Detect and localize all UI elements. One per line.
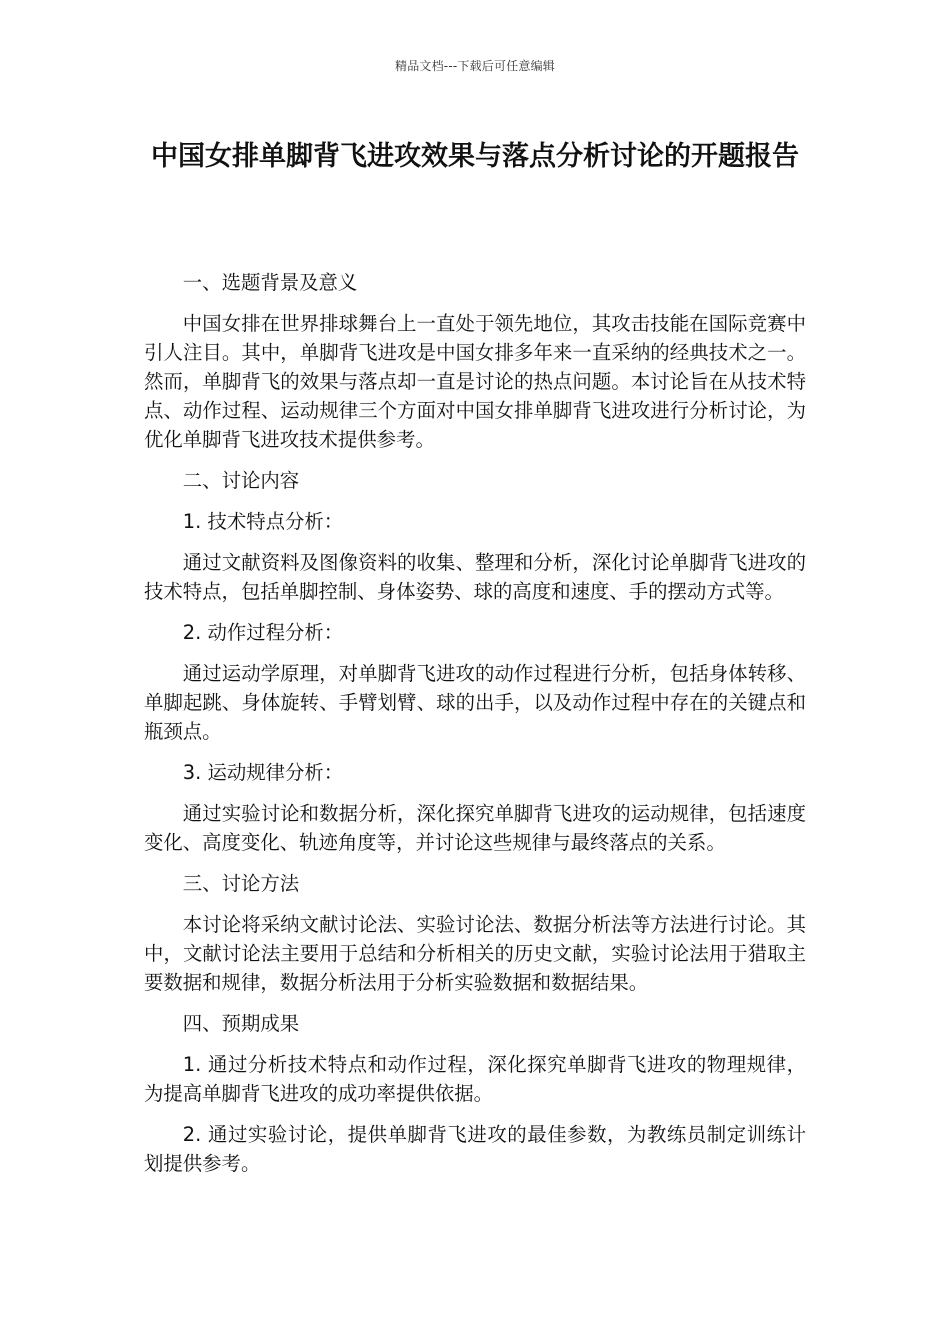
paragraph-result-1: 1. 通过分析技术特点和动作过程，深化探究单脚背飞进攻的物理规律，为提高单脚背飞进攻的成功率提供依据。 [144, 1053, 806, 1105]
subheading-technical-features: 1. 技术特点分析： [182, 510, 344, 533]
document-body [144, 268, 806, 1190]
header-note: 精品文档---下载后可任意编辑 [395, 59, 555, 73]
paragraph-technical-features: 通过文献资料及图像资料的收集、整理和分析，深化讨论单脚背飞进攻的技术特点，包括单脚控制、身体姿势、球的高度和速度、手的摆动方式等。 [144, 551, 806, 603]
paragraph-motion-process: 通过运动学原理，对单脚背飞进攻的动作过程进行分析，包括身体转移、单脚起跳、身体旋转、手臂划臂、球的出手，以及动作过程中存在的关键点和瓶颈点。 [144, 662, 806, 743]
paragraph-result-2: 2. 通过实验讨论，提供单脚背飞进攻的最佳参数，为教练员制定训练计划提供参考。 [144, 1123, 806, 1175]
paragraph-motion-laws: 通过实验讨论和数据分析，深化探究单脚背飞进攻的运动规律，包括速度变化、高度变化、轨迹角度等，并讨论这些规律与最终落点的关系。 [144, 802, 806, 854]
section-heading-methods: 三、讨论方法 [182, 872, 300, 895]
section-heading-content: 二、讨论内容 [182, 469, 300, 492]
subheading-motion-laws: 3. 运动规律分析： [182, 761, 344, 784]
document-title: 中国女排单脚背飞进攻效果与落点分析讨论的开题报告 [151, 141, 799, 172]
paragraph-methods: 本讨论将采纳文献讨论法、实验讨论法、数据分析法等方法进行讨论。其中，文献讨论法主要用于总结和分析相关的历史文献，实验讨论法用于猎取主要数据和规律，数据分析法用于分析实验数据和数据结果。 [144, 913, 806, 994]
section-heading-background: 一、选题背景及意义 [182, 271, 358, 294]
subheading-motion-process: 2. 动作过程分析： [182, 621, 344, 644]
paragraph-background: 中国女排在世界排球舞台上一直处于领先地位，其攻击技能在国际竞赛中引人注目。其中，单脚背飞进攻是中国女排多年来一直采纳的经典技术之一。然而，单脚背飞的效果与落点却一直是讨论的热点问题。本讨论旨在从技术特点、动作过程、运动规律三个方面对中国女排单脚背飞进攻进行分析讨论，为优化单脚背飞进攻技术提供参考。 [144, 312, 806, 451]
section-heading-expected-results: 四、预期成果 [182, 1012, 300, 1035]
